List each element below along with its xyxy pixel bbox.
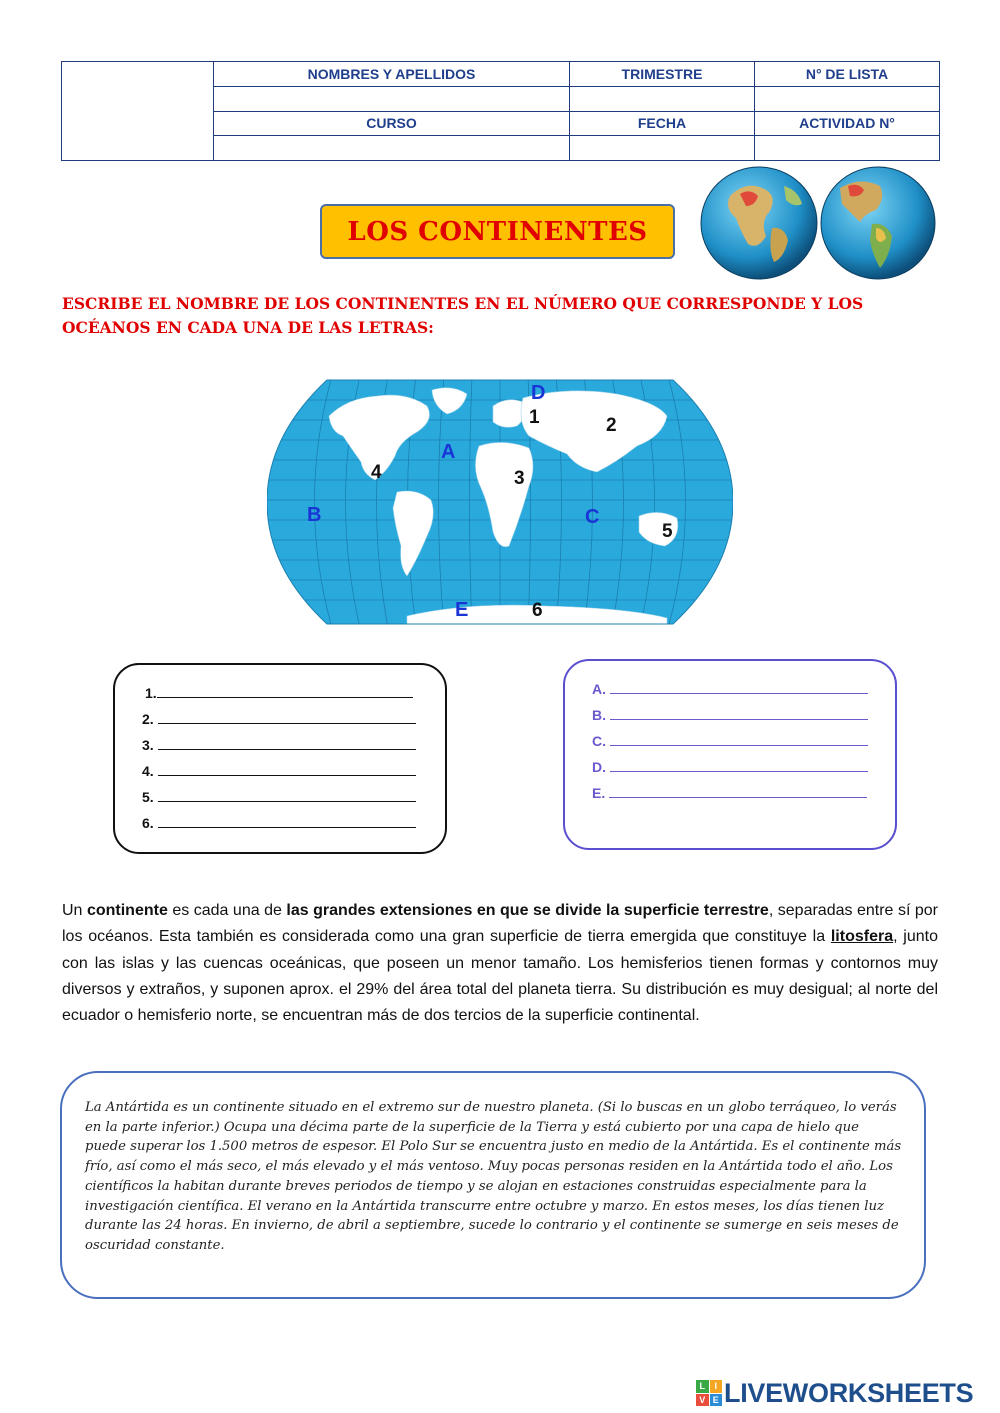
continent-number-6: 6 bbox=[532, 600, 543, 621]
ocean-answer-label: C. bbox=[592, 733, 606, 749]
trimestre-field[interactable] bbox=[570, 86, 755, 111]
para-bold-continente: continente bbox=[86, 902, 168, 919]
para-link-litosfera: litosfera bbox=[830, 928, 894, 946]
ocean-label-e: E bbox=[455, 599, 469, 621]
liveworksheets-brand: LIVEWORKSHEETS bbox=[724, 1377, 974, 1408]
continent-answer-6[interactable] bbox=[142, 814, 416, 831]
continent-answer-label: 1. bbox=[145, 685, 157, 701]
continent-number-1: 1 bbox=[529, 407, 540, 428]
header-table bbox=[61, 61, 940, 161]
continent-definition-paragraph bbox=[62, 898, 938, 1029]
antarctica-text: La Antártida es un continente situado en el extremo sur de nuestro planeta. (Si lo buscas en un globo terráqueo, lo verás en la parte inferior.) Ocupa una décima parte de la superficie de la Tierra y está cubierto por una capa de hielo que puede superar los 1.500 metros de espesor. El Polo Sur se encuentra justo en medio de la Antártida. Es el continente más frío, así como el más seco, el más elevado y el más ventoso. Muy pocas personas residen en la Antártida todo el año. Los científicos la habitan durante breves periodos de tiempo y se alojan en estaciones construidas especialmente para la investigación científica. El verano en la Antártida transcurre entre octubre y marzo. En estos meses, los días tienen luz durante las 24 horas. En invierno, de abril a septiembre, sucede lo contrario y el continente se sumerge en seis meses de oscuridad constante. bbox=[85, 1100, 902, 1253]
header-trimestre-label: TRIMESTRE bbox=[570, 62, 755, 87]
continent-number-5: 5 bbox=[662, 521, 673, 542]
mark-letter: E bbox=[710, 1394, 723, 1407]
ocean-label-d: D bbox=[531, 382, 546, 404]
ocean-answer-b[interactable] bbox=[592, 706, 868, 723]
header-lista-label: N° DE LISTA bbox=[755, 62, 940, 87]
header-actividad-label: ACTIVIDAD N° bbox=[755, 111, 940, 136]
names-field[interactable] bbox=[214, 86, 570, 111]
globe-image-left bbox=[700, 166, 818, 280]
continent-answer-label: 2. bbox=[142, 711, 154, 727]
continent-answer-5[interactable] bbox=[142, 788, 416, 805]
mark-letter: I bbox=[710, 1380, 723, 1393]
actividad-field[interactable] bbox=[755, 136, 940, 161]
logo-cell bbox=[62, 62, 214, 161]
fecha-field[interactable] bbox=[570, 136, 755, 161]
curso-field[interactable] bbox=[214, 136, 570, 161]
liveworksheets-mark-icon bbox=[696, 1380, 722, 1406]
mark-letter: L bbox=[696, 1380, 709, 1393]
liveworksheets-logo bbox=[696, 1377, 973, 1409]
continent-answer-2[interactable] bbox=[142, 710, 416, 727]
continent-answer-label: 4. bbox=[142, 763, 154, 779]
para-text-3: , separadas entre sí por los océanos. Esta también es considerada como una gran superficie de tierra emergida que constituye la bbox=[62, 902, 939, 946]
continent-answer-1[interactable] bbox=[145, 684, 413, 701]
continent-number-2: 2 bbox=[606, 415, 617, 436]
page-title: LOS CONTINENTES bbox=[347, 216, 648, 247]
continent-answer-label: 3. bbox=[142, 737, 154, 753]
world-map bbox=[267, 376, 733, 628]
title-banner bbox=[320, 204, 675, 259]
ocean-answer-label: B. bbox=[592, 707, 606, 723]
para-text-2: es cada una de bbox=[167, 902, 287, 919]
header-curso-label: CURSO bbox=[214, 111, 570, 136]
continent-number-3: 3 bbox=[514, 468, 525, 489]
mark-letter: V bbox=[696, 1394, 709, 1407]
para-bold-extensiones: las grandes extensiones en que se divide la superficie terrestre bbox=[286, 902, 769, 919]
header-names-label: NOMBRES Y APELLIDOS bbox=[214, 62, 570, 87]
ocean-label-a: A bbox=[441, 441, 456, 463]
ocean-label-b: B bbox=[307, 504, 322, 526]
continent-answer-label: 5. bbox=[142, 789, 154, 805]
lista-field[interactable] bbox=[755, 86, 940, 111]
ocean-answer-a[interactable] bbox=[592, 680, 868, 697]
ocean-label-c: C bbox=[585, 506, 600, 528]
continent-answer-label: 6. bbox=[142, 815, 154, 831]
europe-shape bbox=[493, 400, 525, 428]
header-fecha-label: FECHA bbox=[570, 111, 755, 136]
ocean-answer-label: D. bbox=[592, 759, 606, 775]
ocean-answer-d[interactable] bbox=[592, 758, 868, 775]
ocean-answer-e[interactable] bbox=[592, 784, 867, 801]
para-text-4: , junto con las islas y las cuencas oceánicas, que poseen un menor tamaño. Los hemisferios tienen formas y contornos muy diversos y extraños, y suponen aprox. el 29% del área total del planeta tierra. Su distribución es muy desigual; al norte del ecuador o hemisferio norte, se encuentran más de dos tercios de la superficie continental. bbox=[62, 928, 938, 1025]
para-text-1: Un bbox=[62, 902, 87, 919]
continent-number-4: 4 bbox=[371, 462, 382, 483]
continent-answer-4[interactable] bbox=[142, 762, 416, 779]
globe-image-right bbox=[820, 166, 936, 280]
ocean-answer-label: E. bbox=[592, 785, 606, 801]
ocean-answer-label: A. bbox=[592, 681, 606, 697]
continent-answer-3[interactable] bbox=[142, 736, 416, 753]
ocean-answer-c[interactable] bbox=[592, 732, 868, 749]
instruction-text: ESCRIBE EL NOMBRE DE LOS CONTINENTES EN EL NÚMERO QUE CORRESPONDE Y LOS OCÉANOS EN CADA UNA DE LAS LETRAS: bbox=[62, 294, 864, 337]
